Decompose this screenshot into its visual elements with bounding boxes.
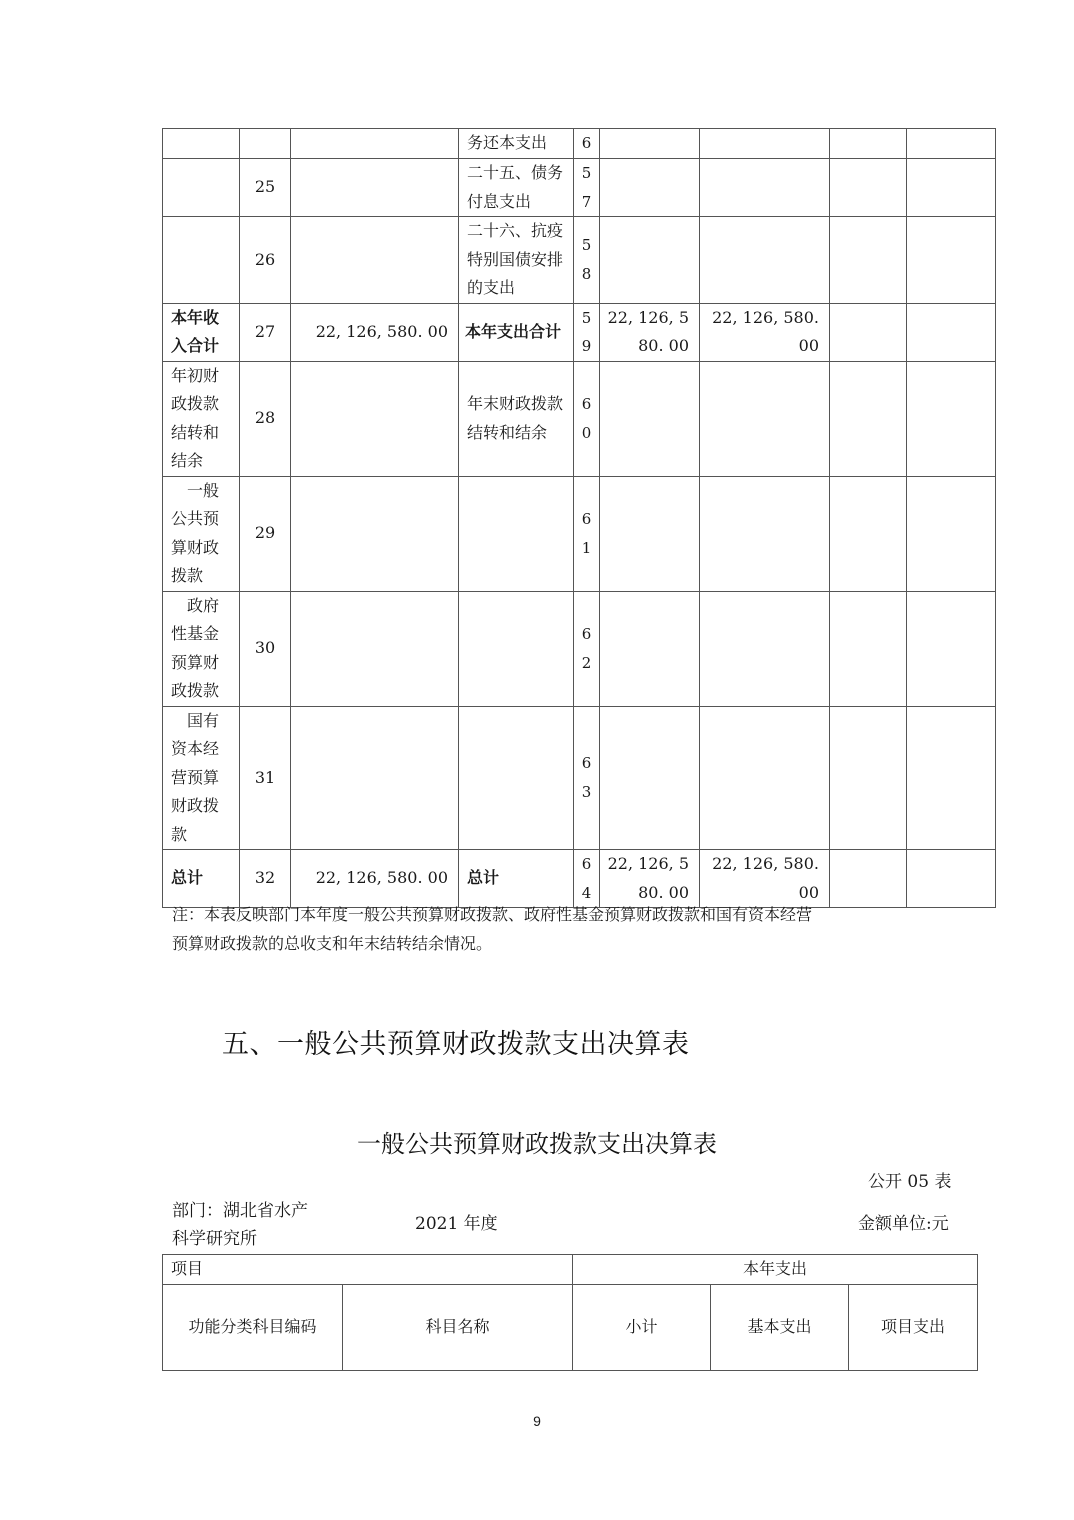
expense-basic-cell: 22, 126, 580. 00 — [700, 303, 830, 361]
expense-line-number: 64 — [574, 850, 600, 908]
table-row — [163, 476, 996, 591]
expense-project-cell — [830, 217, 907, 304]
expense-basic-cell: 22, 126, 580. 00 — [700, 850, 830, 908]
section-heading: 五、一般公共预算财政拨款支出决算表 — [222, 1029, 690, 1060]
expense-total-cell: 22, 126, 580. 00 — [600, 850, 700, 908]
expense-item-cell — [459, 476, 574, 591]
income-line-number — [240, 129, 291, 159]
expense-extra-cell — [907, 217, 996, 304]
expense-basic-cell — [700, 129, 830, 159]
income-item-cell: 国有资本经营预算财政拨款 — [163, 706, 240, 850]
expense-total-cell — [600, 217, 700, 304]
expense-item-cell: 总计 — [459, 850, 574, 908]
table-row — [163, 129, 996, 159]
header-subject-name: 科目名称 — [343, 1284, 573, 1370]
expense-total-cell — [600, 129, 700, 159]
income-line-number: 28 — [240, 361, 291, 476]
header-project-expense: 项目支出 — [849, 1284, 978, 1370]
expense-extra-cell — [907, 303, 996, 361]
expense-line-number: 59 — [574, 303, 600, 361]
table-note — [172, 900, 992, 958]
expense-total-cell: 22, 126, 580. 00 — [600, 303, 700, 361]
expense-basic-cell — [700, 217, 830, 304]
expense-project-cell — [830, 303, 907, 361]
header-project: 项目 — [163, 1255, 573, 1285]
expense-extra-cell — [907, 706, 996, 850]
currency-unit: 金额单位:元 — [858, 1214, 949, 1234]
fiscal-year: 2021 年度 — [415, 1214, 498, 1234]
income-amount-cell: 22, 126, 580. 00 — [291, 303, 459, 361]
income-amount-cell — [291, 361, 459, 476]
expense-project-cell — [830, 476, 907, 591]
expense-extra-cell — [907, 850, 996, 908]
expense-total-cell — [600, 706, 700, 850]
department-line-1: 部门：湖北省水产 — [172, 1201, 308, 1221]
income-item-cell: 政府性基金预算财政拨款 — [163, 591, 240, 706]
expense-item-cell: 二十六、抗疫特别国债安排的支出 — [459, 217, 574, 304]
expense-item-cell: 本年支出合计 — [459, 303, 574, 361]
expense-line-number: 60 — [574, 361, 600, 476]
general-budget-expense-table — [162, 1254, 978, 1371]
header-function-code: 功能分类科目编码 — [163, 1284, 343, 1370]
income-item-cell: 总计 — [163, 850, 240, 908]
income-item-cell — [163, 129, 240, 159]
income-line-number: 27 — [240, 303, 291, 361]
department-label — [172, 1197, 308, 1253]
fiscal-appropriation-summary-table — [162, 128, 996, 908]
income-amount-cell — [291, 476, 459, 591]
expense-item-cell — [459, 591, 574, 706]
expense-total-cell — [600, 159, 700, 217]
expense-extra-cell — [907, 129, 996, 159]
income-line-number: 26 — [240, 217, 291, 304]
table-row — [163, 303, 996, 361]
table-title: 一般公共预算财政拨款支出决算表 — [357, 1130, 717, 1158]
expense-line-number: 58 — [574, 217, 600, 304]
expense-line-number: 63 — [574, 706, 600, 850]
expense-line-number: 62 — [574, 591, 600, 706]
table-row — [163, 591, 996, 706]
income-line-number: 30 — [240, 591, 291, 706]
income-line-number: 31 — [240, 706, 291, 850]
expense-total-cell — [600, 361, 700, 476]
header-basic-expense: 基本支出 — [711, 1284, 849, 1370]
expense-extra-cell — [907, 591, 996, 706]
expense-item-cell: 年末财政拨款结转和结余 — [459, 361, 574, 476]
income-item-cell: 一般公共预算财政拨款 — [163, 476, 240, 591]
expense-project-cell — [830, 361, 907, 476]
income-amount-cell — [291, 591, 459, 706]
expense-item-cell: 务还本支出 — [459, 129, 574, 159]
table-row — [163, 217, 996, 304]
income-amount-cell — [291, 159, 459, 217]
expense-basic-cell — [700, 706, 830, 850]
expense-project-cell — [830, 591, 907, 706]
income-amount-cell: 22, 126, 580. 00 — [291, 850, 459, 908]
header-row-1 — [163, 1255, 978, 1285]
expense-item-cell: 二十五、债务付息支出 — [459, 159, 574, 217]
table-row — [163, 850, 996, 908]
expense-basic-cell — [700, 159, 830, 217]
income-amount-cell — [291, 706, 459, 850]
expense-total-cell — [600, 476, 700, 591]
page-number: 9 — [533, 1413, 541, 1429]
income-amount-cell — [291, 217, 459, 304]
expense-basic-cell — [700, 591, 830, 706]
income-item-cell — [163, 217, 240, 304]
expense-basic-cell — [700, 361, 830, 476]
expense-extra-cell — [907, 361, 996, 476]
expense-basic-cell — [700, 476, 830, 591]
table-row — [163, 706, 996, 850]
note-line-2: 预算财政拨款的总收支和年末结转结余情况。 — [172, 934, 493, 953]
income-line-number: 29 — [240, 476, 291, 591]
table-code: 公开 05 表 — [868, 1172, 952, 1192]
expense-project-cell — [830, 159, 907, 217]
note-line-1: 注：本表反映部门本年度一般公共预算财政拨款、政府性基金预算财政拨款和国有资本经营 — [172, 905, 813, 924]
expense-project-cell — [830, 129, 907, 159]
expense-total-cell — [600, 591, 700, 706]
income-item-cell — [163, 159, 240, 217]
header-subtotal: 小计 — [573, 1284, 711, 1370]
table-row — [163, 159, 996, 217]
income-item-cell: 本年收入合计 — [163, 303, 240, 361]
expense-project-cell — [830, 850, 907, 908]
income-amount-cell — [291, 129, 459, 159]
header-current-expense: 本年支出 — [573, 1255, 978, 1285]
expense-line-number: 6 — [574, 129, 600, 159]
expense-item-cell — [459, 706, 574, 850]
expense-extra-cell — [907, 476, 996, 591]
income-line-number: 25 — [240, 159, 291, 217]
table-row — [163, 361, 996, 476]
expense-project-cell — [830, 706, 907, 850]
department-line-2: 科学研究所 — [172, 1229, 257, 1249]
expense-line-number: 61 — [574, 476, 600, 591]
header-row-2 — [163, 1284, 978, 1370]
expense-line-number: 57 — [574, 159, 600, 217]
income-line-number: 32 — [240, 850, 291, 908]
expense-extra-cell — [907, 159, 996, 217]
income-item-cell: 年初财政拨款结转和结余 — [163, 361, 240, 476]
